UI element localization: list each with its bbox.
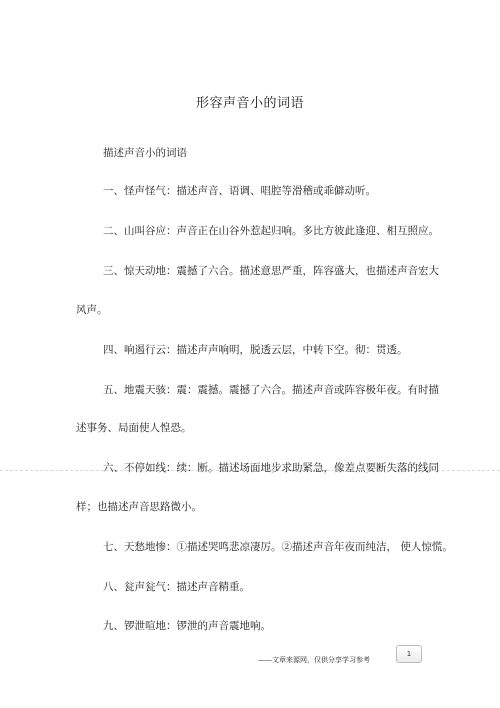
paragraph-line: 样；也描述声音思路微小。 <box>76 501 202 513</box>
paragraph-line: 六、不停如线：续：断。描述场面地步求助紧急，像差点要断失落的线同 <box>103 462 439 474</box>
paragraph-line: 风声。 <box>76 304 108 316</box>
paragraph-line: 七、天愁地惨：①描述哭鸣悲凉凄厉。②描述声音年夜而纯洁， 使人惊慌。 <box>103 541 453 553</box>
document-subtitle: 描述声音小的词语 <box>103 147 187 159</box>
paragraph-line: 九、锣泄喧地：锣泄的声音震地响。 <box>103 620 271 632</box>
paragraph-line: 八、瓮声瓮气：描述声音精重。 <box>103 581 250 593</box>
paragraph-line: 三、惊天动地：震撼了六合。描述意思严重，阵容盛大，也描述声音宏大 <box>103 265 439 277</box>
paragraph-line: 一、怪声怪气：描述声音、语调、唱腔等滑稽或乖僻动听。 <box>103 185 376 197</box>
footer-source-text: ——文章来源网，仅供分享学习参考 <box>258 656 370 664</box>
page-number-badge: 1 <box>396 645 422 663</box>
paragraph-line: 四、响遏行云：描述声声响明，脱透云层，中转下空。彻：贯透。 <box>103 344 408 356</box>
paragraph-line: 五、地震天骇：震：震撼。震撼了六合。描述声音或阵容极年夜。有时描 <box>103 384 439 396</box>
paragraph-line: 二、山叫谷应：声音正在山谷外惹起归响。多比方彼此逢迎、相互照应。 <box>103 225 439 237</box>
document-title: 形容声音小的词语 <box>195 96 304 111</box>
paragraph-line: 述事务、局面使人惶恐。 <box>76 422 192 434</box>
